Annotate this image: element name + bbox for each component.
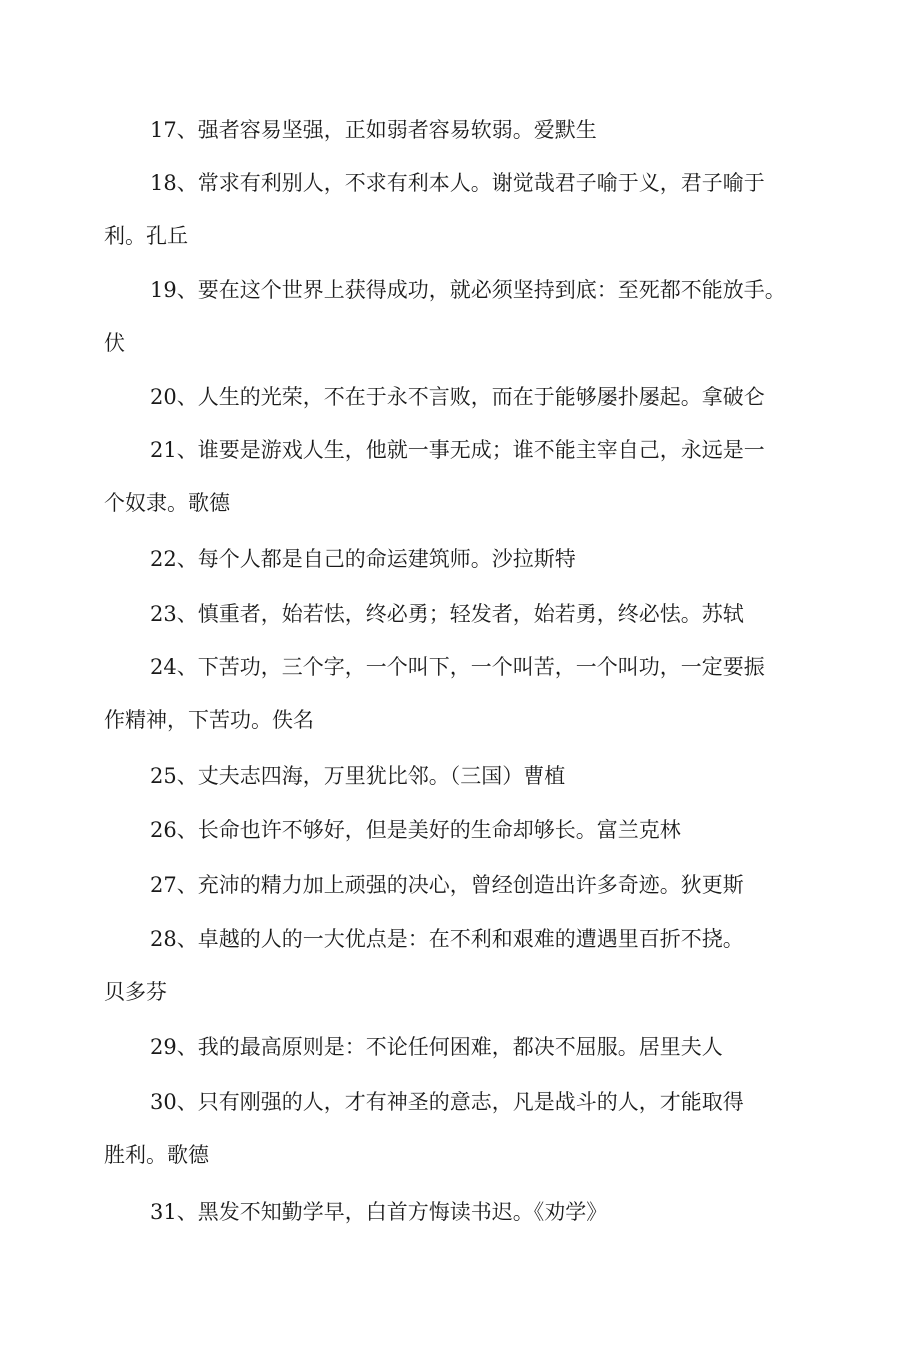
quote-line: 利。孔丘 [104,224,188,248]
quote-line: 个奴隶。歌德 [104,491,230,515]
quote-line: 17、强者容易坚强，正如弱者容易软弱。爱默生 [150,118,597,142]
quote-item [104,859,744,912]
quote-line: 20、人生的光荣，不在于永不言败，而在于能够屡扑屡起。拿破仑 [150,385,765,409]
quote-item [104,804,681,857]
quote-line: 29、我的最高原则是：不论任何困难，都决不屈服。居里夫人 [150,1035,723,1059]
quote-line: 胜利。歌德 [104,1143,209,1167]
quote-line: 19、要在这个世界上获得成功，就必须坚持到底：至死都不能放手。 [150,278,786,302]
quote-line: 贝多芬 [104,980,167,1004]
quote-line: 31、黑发不知勤学早，白首方悔读书迟。《劝学》 [150,1200,608,1224]
quote-item [104,1021,723,1074]
quote-item [104,588,744,641]
quote-line: 25、丈夫志四海，万里犹比邻。（三国）曹植 [150,764,566,788]
quote-line: 26、长命也许不够好，但是美好的生命却够长。富兰克林 [150,818,681,842]
quote-item [104,913,744,1019]
quote-line: 伏 [104,331,125,355]
quote-line: 22、每个人都是自己的命运建筑师。沙拉斯特 [150,547,576,571]
quote-line: 28、卓越的人的一大优点是：在不利和艰难的遭遇里百折不挠。 [150,927,744,951]
quote-line: 21、谁要是游戏人生，他就一事无成；谁不能主宰自己，永远是一 [150,438,765,462]
quote-item [104,424,765,530]
quote-item [104,1186,607,1239]
quote-item [104,641,765,747]
quote-line: 30、只有刚强的人，才有神圣的意志，凡是战斗的人，才能取得 [150,1090,744,1114]
quote-line: 23、慎重者，始若怯，终必勇；轻发者，始若勇，终必怯。苏轼 [150,602,744,626]
quote-item [104,104,597,157]
quote-line: 27、充沛的精力加上顽强的决心，曾经创造出许多奇迹。狄更斯 [150,873,744,897]
quote-item [104,371,765,424]
quote-item [104,157,765,263]
quote-line: 作精神，下苦功。佚名 [104,708,314,732]
quote-item [104,264,786,370]
quote-item [104,750,565,803]
quote-line: 18、常求有利别人，不求有利本人。谢觉哉君子喻于义，君子喻于 [150,171,765,195]
quote-item [104,533,576,586]
quote-line: 24、下苦功，三个字，一个叫下，一个叫苦，一个叫功，一定要振 [150,655,765,679]
quote-item [104,1076,744,1182]
